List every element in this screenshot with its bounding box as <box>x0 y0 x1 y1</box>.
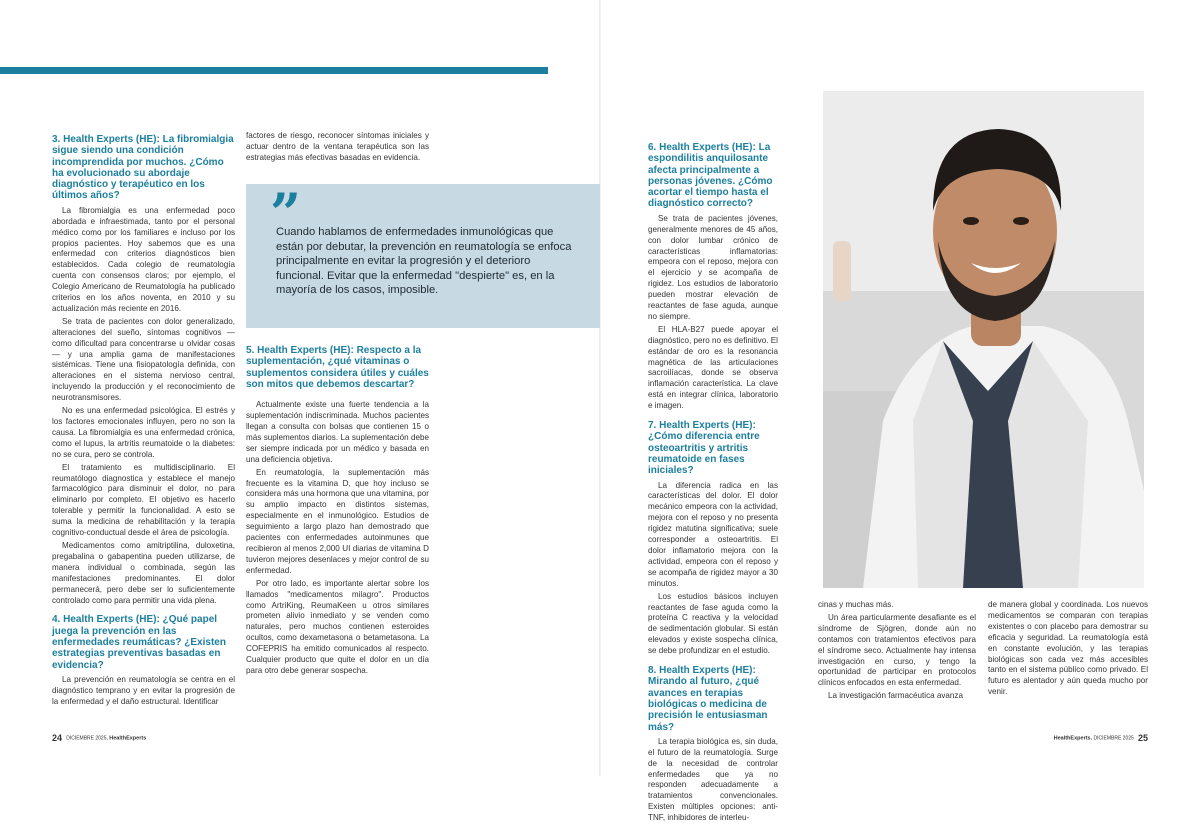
column-5 <box>988 600 1148 700</box>
question-4: 4. Health Experts (HE): ¿Qué papel juega la prevención en las enfermedades reumáticas? ¿Existen estrategias preventivas basadas en evidencia? <box>52 614 226 671</box>
doctor-portrait-photo <box>823 91 1144 588</box>
paragraph: Actualmente existe una fuerte tendencia a la suplementación indiscriminada. Muchos pacientes llegan a consulta con bolsas que contienen 15 o más suplementos diarios. La suplementación debe ser siempre indicada por un médico y basada en una deficiencia objetiva. <box>246 400 429 464</box>
quote-icon: ” <box>270 181 302 245</box>
folio-date: DICIEMBRE 2025 <box>1093 735 1134 742</box>
page-number: 25 <box>1137 733 1148 743</box>
folio-brand: HealthExperts <box>109 735 147 742</box>
folio-brand: HealthExperts. <box>1053 735 1093 742</box>
paragraph: Un área particularmente desafiante es el síndrome de Sjögren, donde aún no contamos con tratamientos efectivos para el síndrome seco. Actualmente hay intensa investigación en curso, y tengo la oportunidad de participar en protocolos clínicos enfocados en esta enfermedad. <box>818 612 976 688</box>
question-5: 5. Health Experts (HE): Respecto a la suplementación, ¿qué vitaminas o suplementos considera útiles y cuáles son mitos que debemos descartar? <box>246 345 429 390</box>
column-1 <box>52 134 235 710</box>
column-2-top <box>246 131 429 166</box>
question-8: 8. Health Experts (HE): Mirando al futuro, ¿qué avances en terapias biológicas o medicina de precisión le entusiasman más? <box>648 665 768 733</box>
question-3: 3. Health Experts (HE): La fibromialgia sigue siendo una condición incomprendida por muchos. ¿Cómo ha evolucionado su abordaje diagnóstico y terapéutico en los últimos años? <box>52 134 234 202</box>
paragraph: No es una enfermedad psicológica. El estrés y los factores emocionales influyen, pero no son la causa. La fibromialgia es una enfermedad crónica, como el lupus, la artritis reumatoide o la diabetes: no se cura, pero se controla. <box>52 406 235 459</box>
question-7: 7. Health Experts (HE): ¿Cómo diferencia entre osteoartritis y artritis reumatoide en fases iniciales? <box>648 420 760 477</box>
accent-bar <box>0 67 548 74</box>
paragraph: La diferencia radica en las características del dolor. El dolor mecánico empeora con la actividad, mejora con el reposo y no presenta rigidez matutina significativa; suele corresponder a osteoartritis. El dolor inflamatorio mejora con la actividad, empeora con el reposo y se acompaña de rigidez mayor a 30 minutos. <box>648 480 778 588</box>
paragraph: Los estudios básicos incluyen reactantes de fase aguda como la proteína C reactiva y la velocidad de sedimentación globular. Si están elevados y existe sospecha clínica, se debe profundizar en el estudio. <box>648 591 778 656</box>
paragraph: Se trata de pacientes con dolor generalizado, alteraciones del sueño, síntomas cognitivos —como dificultad para concentrarse u olvidar cosas— y una amplia gama de manifestaciones sistémicas. Tiene una fisiopatología definida, con alteraciones en el sistema nervioso central, incluyendo la producción y el reconocimiento de neurotransmisores. <box>52 316 235 403</box>
paragraph: Medicamentos como amitriptilina, duloxetina, pregabalina o gabapentina pueden utilizarse, de manera individual o combinada, según las manifestaciones predominantes. El dolor permanecerá, pero debe ser lo suficientemente controlado como para permitir una vida plena. <box>52 540 235 605</box>
folio-date: DICIEMBRE 2025, <box>66 735 108 742</box>
column-2-bottom <box>246 345 429 679</box>
page-gutter <box>599 0 601 776</box>
paragraph: El tratamiento es multidisciplinario. El reumatólogo diagnostica y establece el manejo farmacológico para disminuir el dolor, no para eliminarlo por completo. El objetivo es hacerlo tolerable y permitir la funcionalidad. A esto se suma la medicina de rehabilitación y la terapia cognitivo-conductual desde el área de psicología. <box>52 462 235 538</box>
paragraph: El HLA-B27 puede apoyar el diagnóstico, pero no es definitivo. El estándar de oro es la resonancia magnética de las articulaciones sacroilíacas, donde se observa inflamación característica. La clave está en integrar clínica, laboratorio e imagen. <box>648 324 778 411</box>
paragraph: factores de riesgo, reconocer síntomas iniciales y actuar dentro de la ventana terapéutica son las estrategias más efectivas basadas en evidencia. <box>246 131 429 162</box>
left-folio <box>52 733 146 743</box>
paragraph: Por otro lado, es importante alertar sobre los llamados "medicamentos milagro". Productos como ArtriKing, ReumaKeen u otros similares prometen alivio inmediato y se venden como naturales, pero muchos contienen esteroides ocultos, como dexametasona o betametasona. La COFEPRIS ha emitido comunicados al respecto. Cualquier producto que quite el dolor en un día para otro debe generar sospecha. <box>246 578 429 675</box>
paragraph: La prevención en reumatología se centra en el diagnóstico temprano y en evitar la progresión de la enfermedad y el daño estructural. Identificar <box>52 674 235 706</box>
column-4 <box>818 600 976 704</box>
page-number: 24 <box>52 733 63 743</box>
portrait-illustration <box>823 91 1144 588</box>
pullquote-text: Cuando hablamos de enfermedades inmunológicas que están por debutar, la prevención en reumatología se enfoca principalmente en evitar la progresión y el deterioro funcional. Evitar que la enfermedad "despierte" es, en la mayoría de los casos, imposible. <box>276 226 572 297</box>
paragraph: cinas y muchas más. <box>818 600 894 609</box>
paragraph: Se trata de pacientes jóvenes, generalmente menores de 45 años, con dolor lumbar crónico de características inflamatorias: empeora con el reposo, mejora con el ejercicio y se acompaña de rigidez. Los estudios de laboratorio pueden mostrar elevación de reactantes de fase aguda, aunque no siempre. <box>648 213 778 321</box>
paragraph: La terapia biológica es, sin duda, el futuro de la reumatología. Surge de la necesidad de controlar enfermedades que ya no responden adecuadamente a tratamientos convencionales. Existen múltiples opciones: anti-TNF, inhibidores de interleu- <box>648 736 778 823</box>
right-folio <box>1054 733 1148 743</box>
paragraph: La investigación farmacéutica avanza <box>828 691 963 701</box>
paragraph: La fibromialgia es una enfermedad poco abordada e infraestimada, tanto por el personal médico como por los familiares e incluso por los propios pacientes. Hoy sabemos que es una enfermedad con criterios diagnósticos bien establecidos. Cada colegio de reumatología cuenta con consensos claros; por ejemplo, el Colegio Americano de Reumatología ha publicado criterios en los años noventa, en 2010 y su actualización más reciente en 2016. <box>52 205 235 313</box>
question-6: 6. Health Experts (HE): La espondilitis anquilosante afecta principalmente a personas jóvenes. ¿Cómo acortar el tiempo hasta el diagnóstico correcto? <box>648 142 773 210</box>
paragraph: En reumatología, la suplementación más frecuente es la vitamina D, que hoy incluso se considera más una hormona que una vitamina, por su amplio impacto en distintos sistemas, especialmente en el inmunológico. Estudios de seguimiento a largo plazo han demostrado que pacientes con enfermedades autoinmunes que recibieron al menos 2,000 UI diarias de vitamina D tuvieron mejores desenlaces y mejor control de su enfermedad. <box>246 467 429 575</box>
paragraph: de manera global y coordinada. Los nuevos medicamentos se comparan con terapias existentes o con placebo para demostrar su eficacia y seguridad. La reumatología está en constante evolución, y las terapias biológicas son cada vez más accesibles tanto en el sistema público como privado. El futuro es alentador y aún queda mucho por venir. <box>988 600 1148 697</box>
column-3 <box>648 142 778 826</box>
